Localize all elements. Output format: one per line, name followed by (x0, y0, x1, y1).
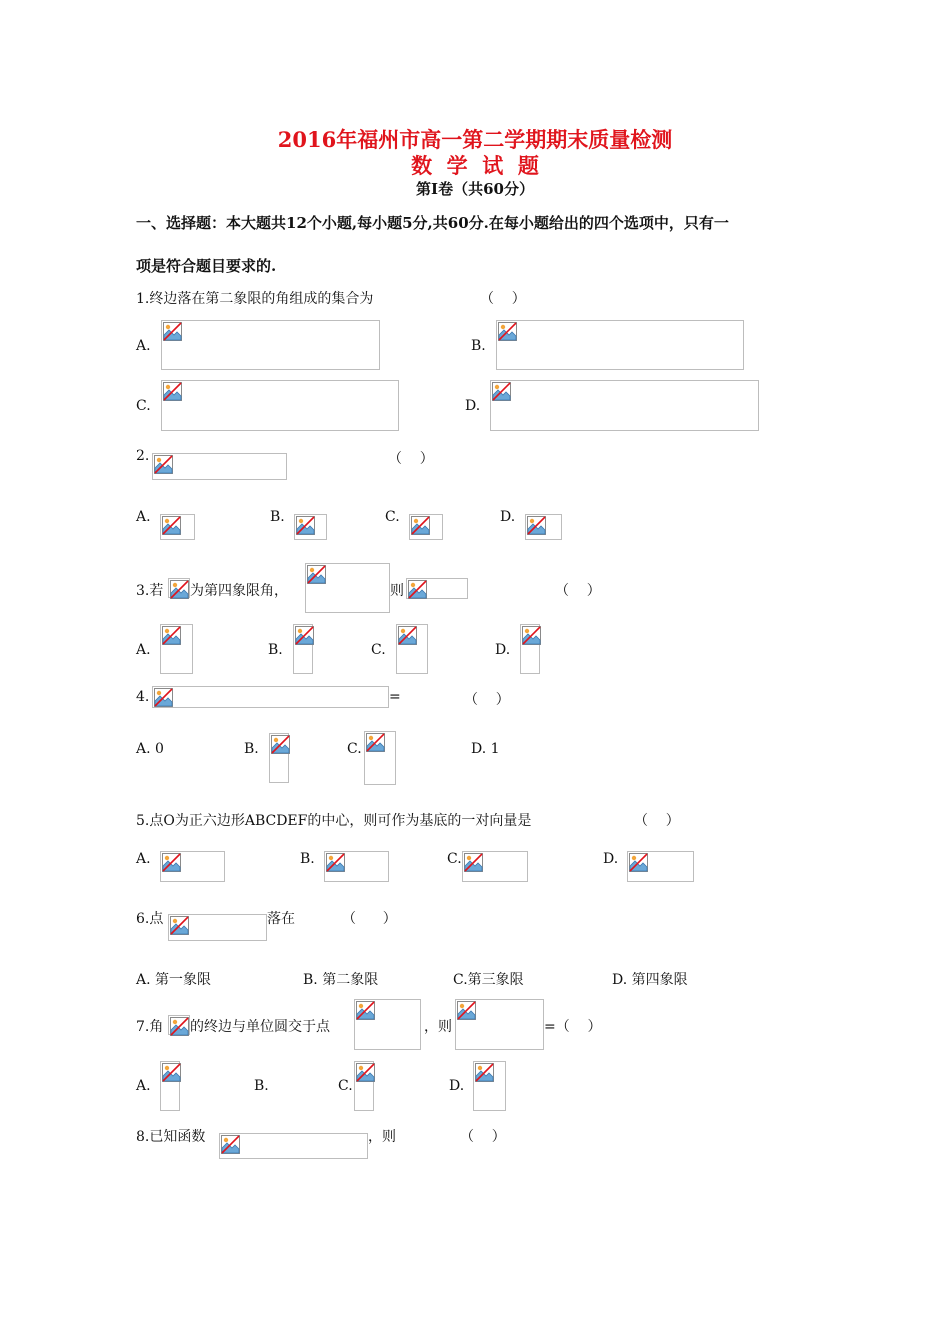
formula-image (160, 1061, 180, 1111)
q7-option-a-label: A. (136, 1078, 151, 1094)
question-7-text-2: 的终边与单位圆交于点 (190, 1019, 330, 1035)
q5-option-b-label: B. (300, 851, 315, 867)
q4-option-c-label: C. (347, 741, 362, 757)
formula-image (294, 514, 327, 540)
section-instructions-line1: 一、选择题：本大题共12个小题,每小题5分,共60分.在每小题给出的四个选项中，只有一 (136, 214, 729, 232)
formula-image (168, 578, 190, 598)
q7-option-d-label: D. (449, 1078, 465, 1094)
question-4-equals: = (389, 689, 401, 705)
q4-option-b-label: B. (244, 741, 259, 757)
question-3-text-1: 3.若 (136, 583, 164, 599)
formula-image (219, 1133, 368, 1159)
formula-image (160, 851, 225, 882)
q1-option-b-label: B. (471, 338, 486, 354)
q2-option-c-label: C. (385, 509, 400, 525)
formula-image (160, 514, 195, 540)
q6-option-d: D. 第四象限 (612, 972, 688, 988)
exam-title: 2016年福州市高一第二学期期末质量检测 (277, 127, 673, 152)
formula-image (160, 624, 193, 674)
q7-option-c-label: C. (338, 1078, 353, 1094)
formula-image (490, 380, 759, 431)
question-6-answer-paren: （ ） (342, 911, 397, 927)
formula-image (152, 453, 287, 480)
q1-option-d-label: D. (465, 398, 481, 414)
q1-option-a-label: A. (136, 338, 151, 354)
q3-option-d-label: D. (495, 642, 511, 658)
formula-image (496, 320, 744, 370)
question-3-answer-paren: （ ） (555, 583, 601, 599)
question-2-number: 2. (136, 448, 150, 464)
formula-image (525, 514, 562, 540)
formula-image (161, 380, 399, 431)
volume-heading: 第Ⅰ卷（共60分） (416, 180, 534, 198)
formula-image (627, 851, 694, 882)
question-8-text-2: ，则 (368, 1129, 396, 1145)
q7-option-b-label: B. (254, 1078, 269, 1094)
q2-option-b-label: B. (270, 509, 285, 525)
formula-image (409, 514, 443, 540)
q1-option-c-label: C. (136, 398, 151, 414)
q2-option-d-label: D. (500, 509, 516, 525)
formula-image (455, 999, 544, 1050)
formula-image (364, 731, 396, 785)
question-1-stem: 1.终边落在第二象限的角组成的集合为 (136, 291, 374, 307)
formula-image (396, 624, 428, 674)
formula-image (473, 1061, 506, 1111)
formula-image (168, 914, 267, 941)
q3-option-b-label: B. (268, 642, 283, 658)
q6-option-b: B. 第二象限 (303, 972, 379, 988)
formula-image (354, 999, 421, 1050)
q4-option-a: A. 0 (136, 741, 164, 757)
question-3-text-3: 则 (390, 583, 404, 599)
q5-option-c-label: C. (447, 851, 462, 867)
question-6-text-2: 落在 (267, 911, 295, 927)
q2-option-a-label: A. (136, 509, 151, 525)
formula-image (152, 686, 389, 708)
formula-image (520, 624, 540, 674)
formula-image (305, 563, 390, 613)
q6-option-a: A. 第一象限 (136, 972, 212, 988)
question-7-text-1: 7.角 (136, 1019, 164, 1035)
q3-option-a-label: A. (136, 642, 151, 658)
formula-image (269, 733, 289, 783)
q5-option-a-label: A. (136, 851, 151, 867)
question-7-text-3: ，则 (424, 1019, 452, 1035)
q3-option-c-label: C. (371, 642, 386, 658)
formula-image (293, 624, 313, 674)
question-8-text-1: 8.已知函数 (136, 1129, 206, 1145)
q4-option-d: D. 1 (471, 741, 500, 757)
question-3-text-2: 为第四象限角， (190, 583, 288, 599)
exam-subject: 数 学 试 题 (411, 153, 539, 178)
question-1-answer-paren: （ ） (480, 291, 526, 307)
question-4-number: 4. (136, 689, 150, 705)
question-4-answer-paren: （ ） (464, 692, 510, 708)
question-5-stem: 5.点O为正六边形ABCDEF的中心，则可作为基底的一对向量是 (136, 813, 532, 829)
section-instructions-line2: 项是符合题目要求的. (136, 257, 277, 275)
question-6-text-1: 6.点 (136, 911, 164, 927)
question-7-text-4: =（ ） (544, 1019, 602, 1035)
question-2-answer-paren: （ ） (388, 451, 434, 467)
formula-image (462, 851, 528, 882)
formula-image (168, 1015, 190, 1035)
formula-image (406, 578, 468, 599)
q6-option-c: C.第三象限 (453, 972, 524, 988)
q5-option-d-label: D. (603, 851, 619, 867)
formula-image (324, 851, 389, 882)
question-5-answer-paren: （ ） (634, 813, 680, 829)
formula-image (354, 1061, 374, 1111)
formula-image (161, 320, 380, 370)
question-8-answer-paren: （ ） (460, 1129, 506, 1145)
